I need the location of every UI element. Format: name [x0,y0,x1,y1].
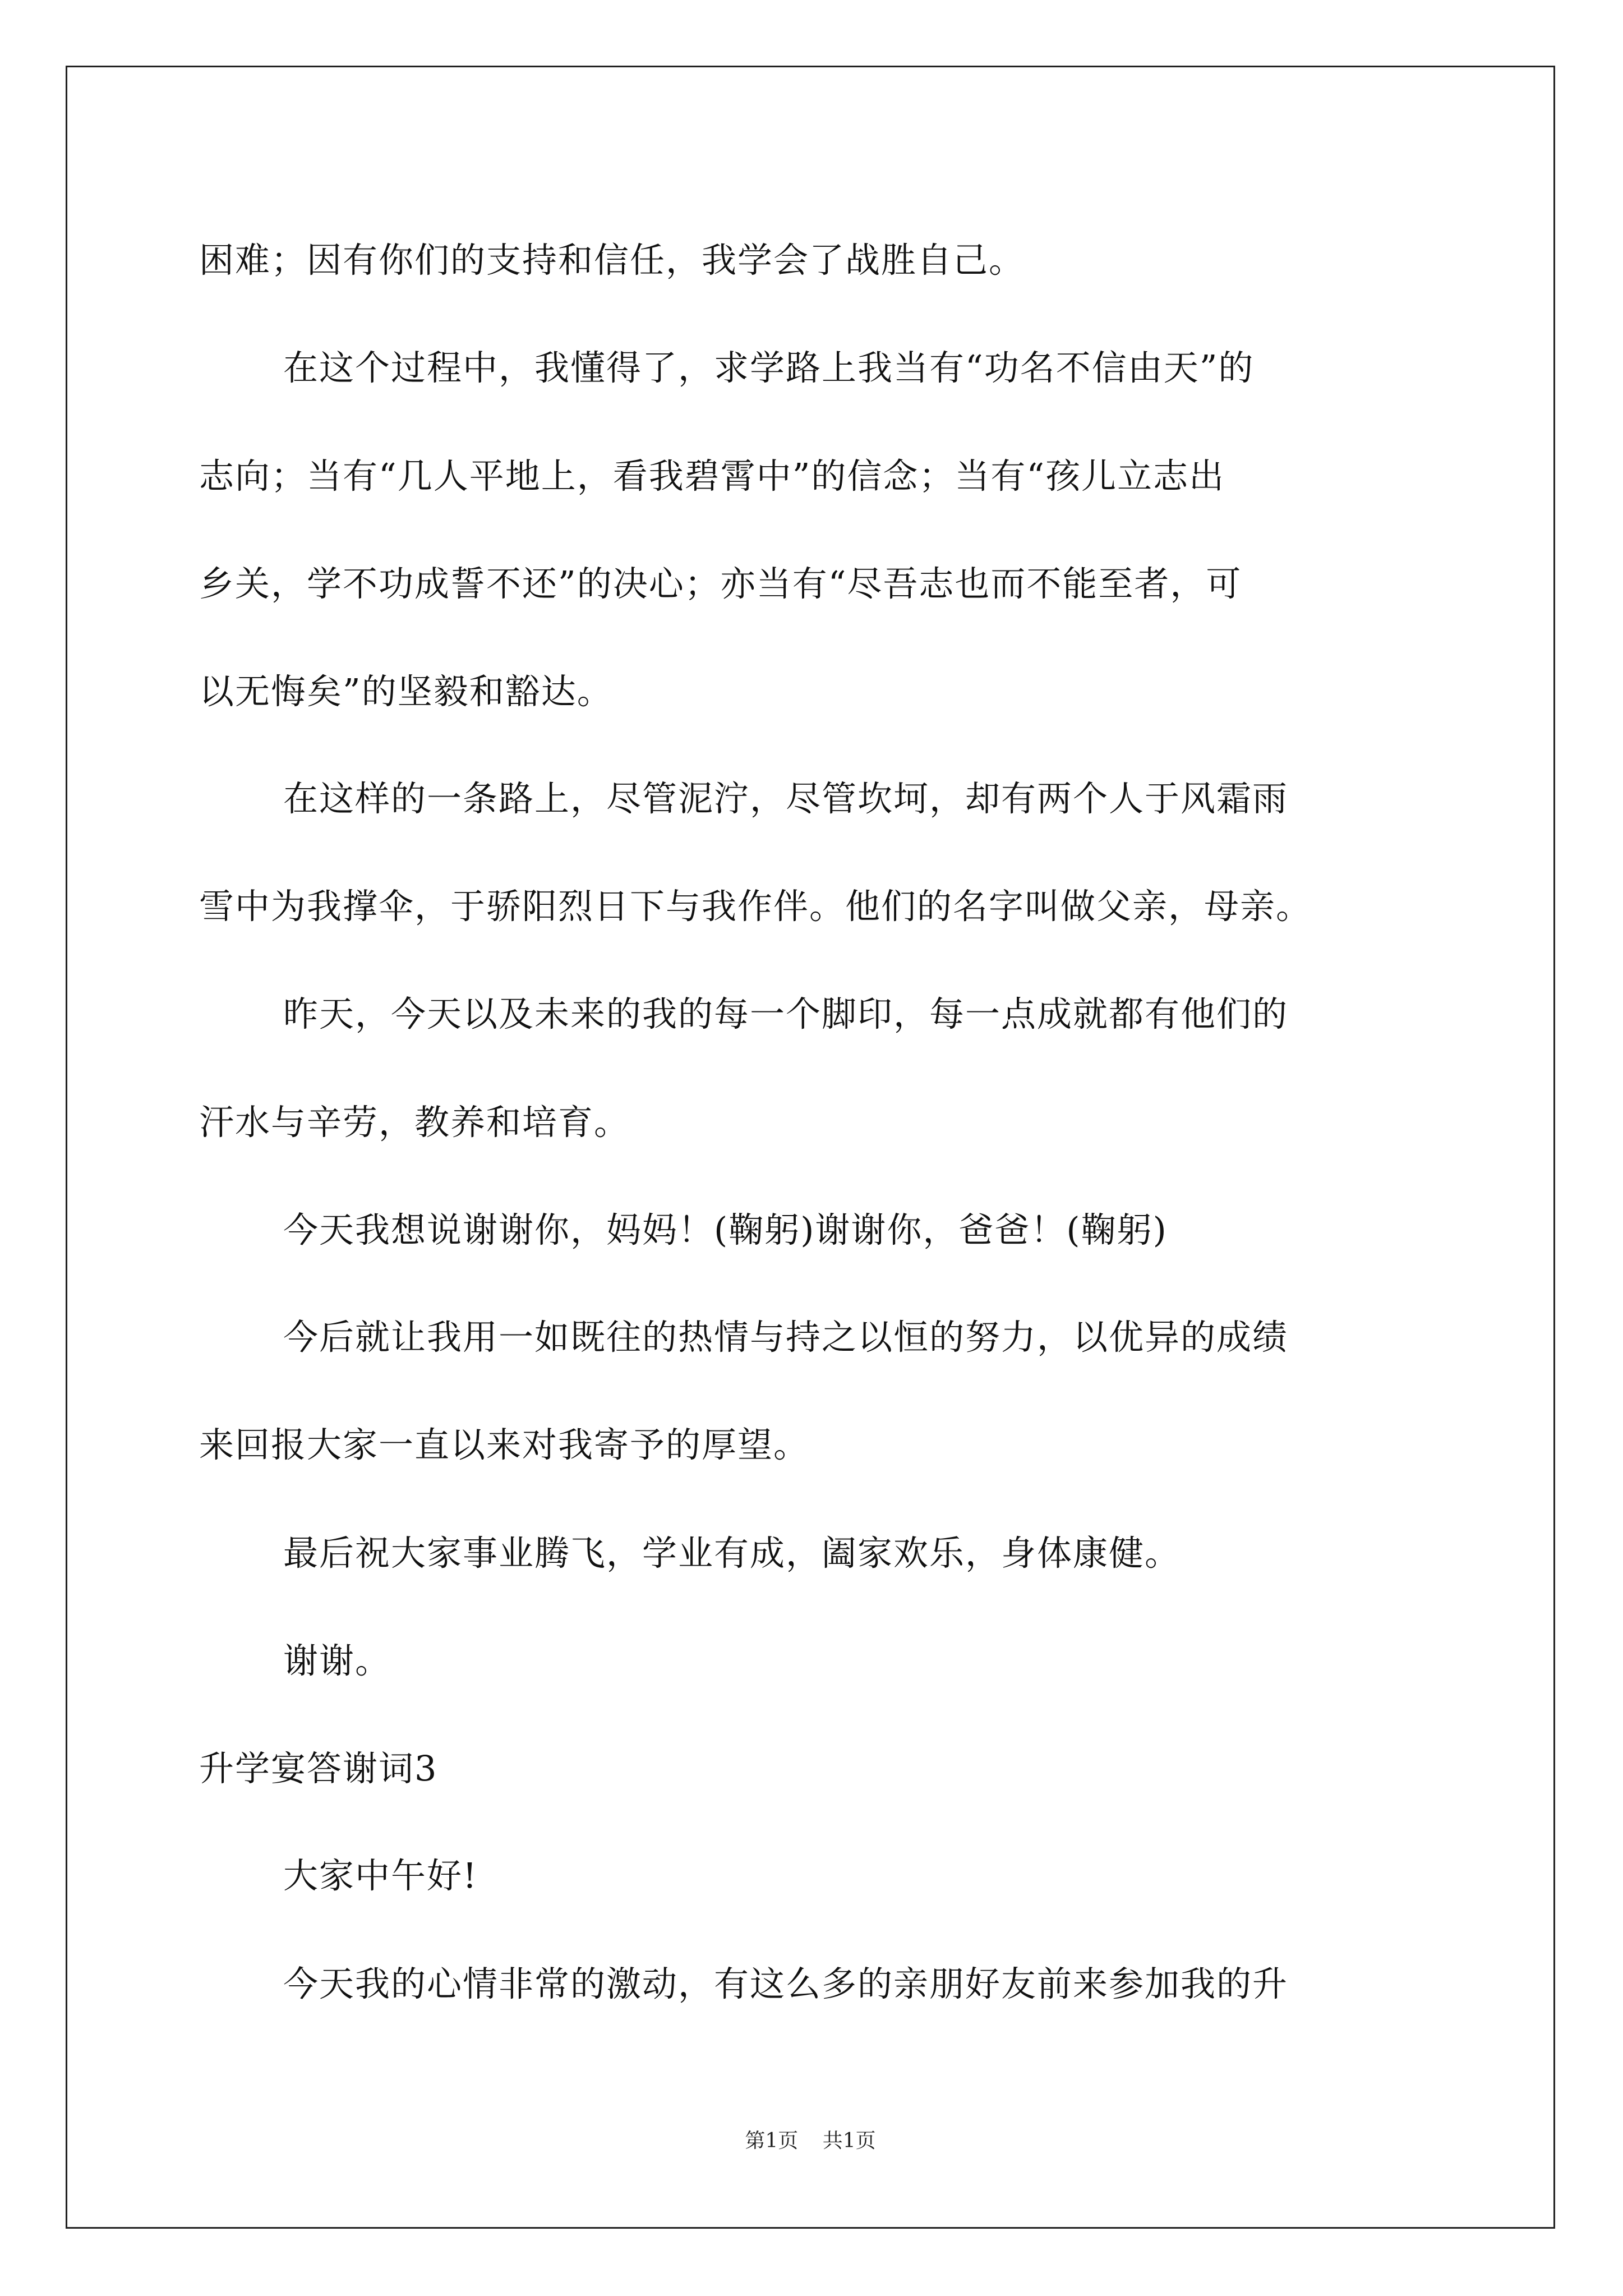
page-footer [67,2125,1553,2154]
paragraph-line: 来回报大家一直以来对我寄予的厚望。 [199,1424,810,1465]
paragraph-line: 在这个过程中，我懂得了，求学路上我当有“功名不信由天”的 [283,347,1255,388]
paragraph-line: 今天我想说谢谢你，妈妈！(鞠躬)谢谢你，爸爸！(鞠躬) [283,1209,1168,1250]
page-number: 第1页 [745,2129,799,2152]
paragraph-line: 大家中午好! [283,1855,478,1896]
paragraph-line: 雪中为我撑伞，于骄阳烈日下与我作伴。他们的名字叫做父亲，母亲。 [199,886,1312,927]
page-total: 共1页 [822,2129,876,2152]
paragraph-line: 志向；当有“几人平地上，看我碧霄中”的信念；当有“孩儿立志出 [199,455,1225,496]
paragraph-line: 在这样的一条路上，尽管泥泞，尽管坎坷，却有两个人于风霜雨 [283,778,1289,819]
page-frame [66,66,1555,2229]
paragraph-line: 以无悔矣”的坚毅和豁达。 [199,671,613,712]
section-heading: 升学宴答谢词3 [199,1748,438,1789]
paragraph-line: 今天我的心情非常的激动，有这么多的亲朋好友前来参加我的升 [283,1963,1289,2004]
paragraph-line: 困难；因有你们的支持和信任，我学会了战胜自己。 [199,240,1025,280]
paragraph-line: 汗水与辛劳，教养和培育。 [199,1102,630,1143]
paragraph-line: 昨天，今天以及未来的我的每一个脚印，每一点成就都有他们的 [283,993,1289,1034]
paragraph-line: 最后祝大家事业腾飞，学业有成，阖家欢乐，身体康健。 [283,1533,1181,1573]
paragraph-line: 乡关，学不功成誓不还”的决心；亦当有“尽吾志也而不能至者，可 [199,563,1242,604]
paragraph-line: 谢谢。 [283,1640,391,1681]
document-body [67,67,1553,2227]
paragraph-line: 今后就让我用一如既往的热情与持之以恒的努力，以优异的成绩 [283,1317,1289,1358]
